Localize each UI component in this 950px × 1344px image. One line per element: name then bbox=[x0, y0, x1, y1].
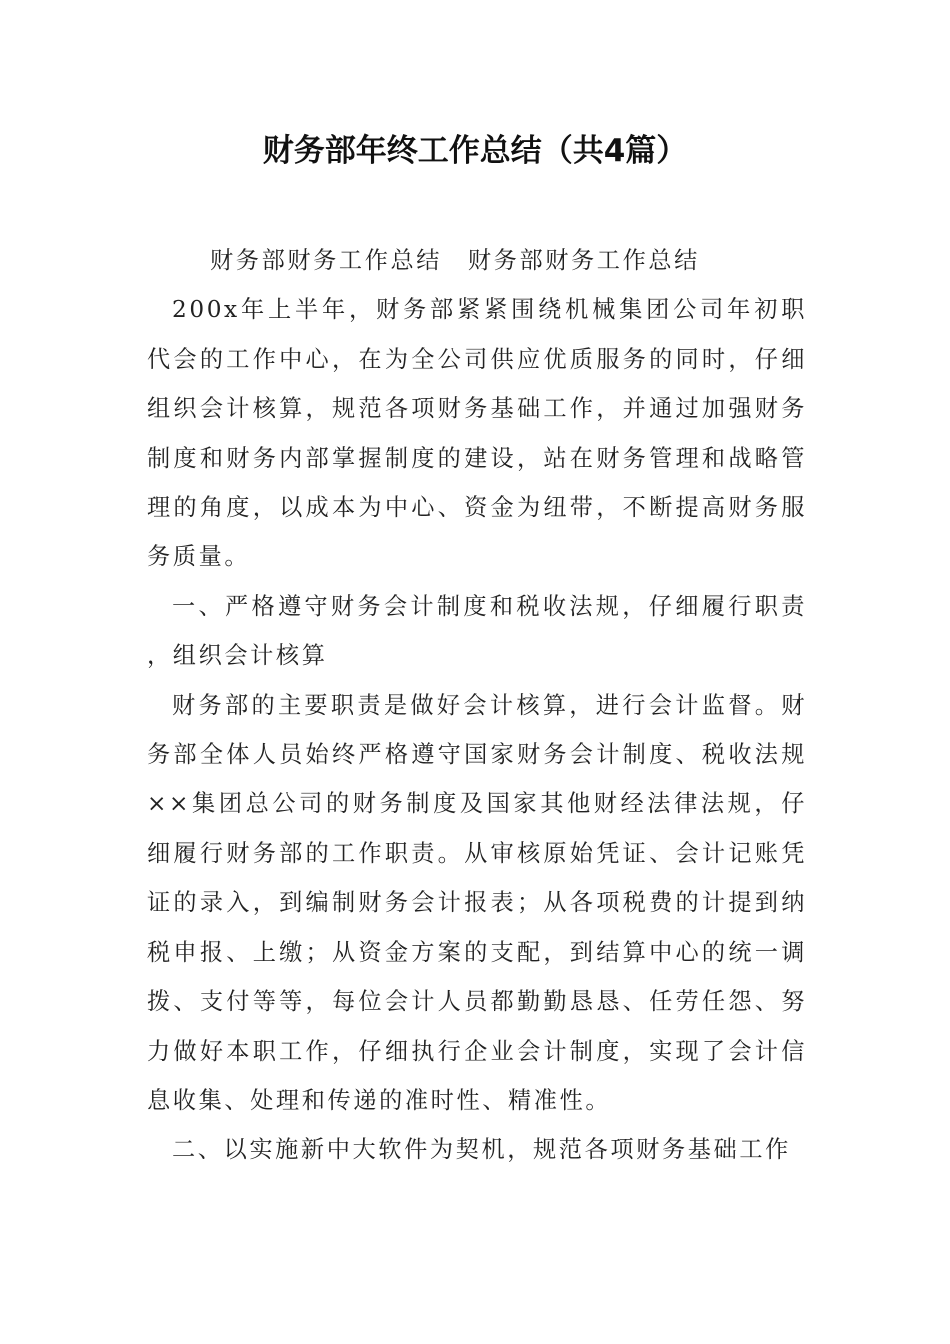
document-body bbox=[147, 236, 807, 1175]
paragraph-section-1: 财务部的主要职责是做好会计核算，进行会计监督。财务部全体人员始终严格遵守国家财务会计制度、税收法规××集团总公司的财务制度及国家其他财经法律法规，仔细履行财务部的工作职责。从审核原始凭证、会计记账凭证的录入，到编制财务会计报表；从各项税费的计提到纳税申报、上缴；从资金方案的支配，到结算中心的统一调拨、支付等等，每位会计人员都勤勤恳恳、任劳任怨、努力做好本职工作，仔细执行企业会计制度，实现了会计信息收集、处理和传递的准时性、精准性。 bbox=[147, 691, 807, 1114]
paragraph-intro: 200x年上半年，财务部紧紧围绕机械集团公司年初职代会的工作中心，在为全公司供应优质服务的同时，仔细组织会计核算，规范各项财务基础工作，并通过加强财务制度和财务内部掌握制度的建设，站在财务管理和战略管理的角度，以成本为中心、资金为纽带，不断提高财务服务质量。 bbox=[147, 296, 807, 571]
section-heading-1: 一、严格遵守财务会计制度和税收法规，仔细履行职责，组织会计核算 bbox=[147, 592, 807, 670]
section-heading-2: 二、以实施新中大软件为契机，规范各项财务基础工作 bbox=[172, 1136, 791, 1164]
document-subtitle: 财务部财务工作总结 财务部财务工作总结 bbox=[210, 247, 700, 274]
document-title: 财务部年终工作总结（共4篇） bbox=[262, 133, 688, 169]
